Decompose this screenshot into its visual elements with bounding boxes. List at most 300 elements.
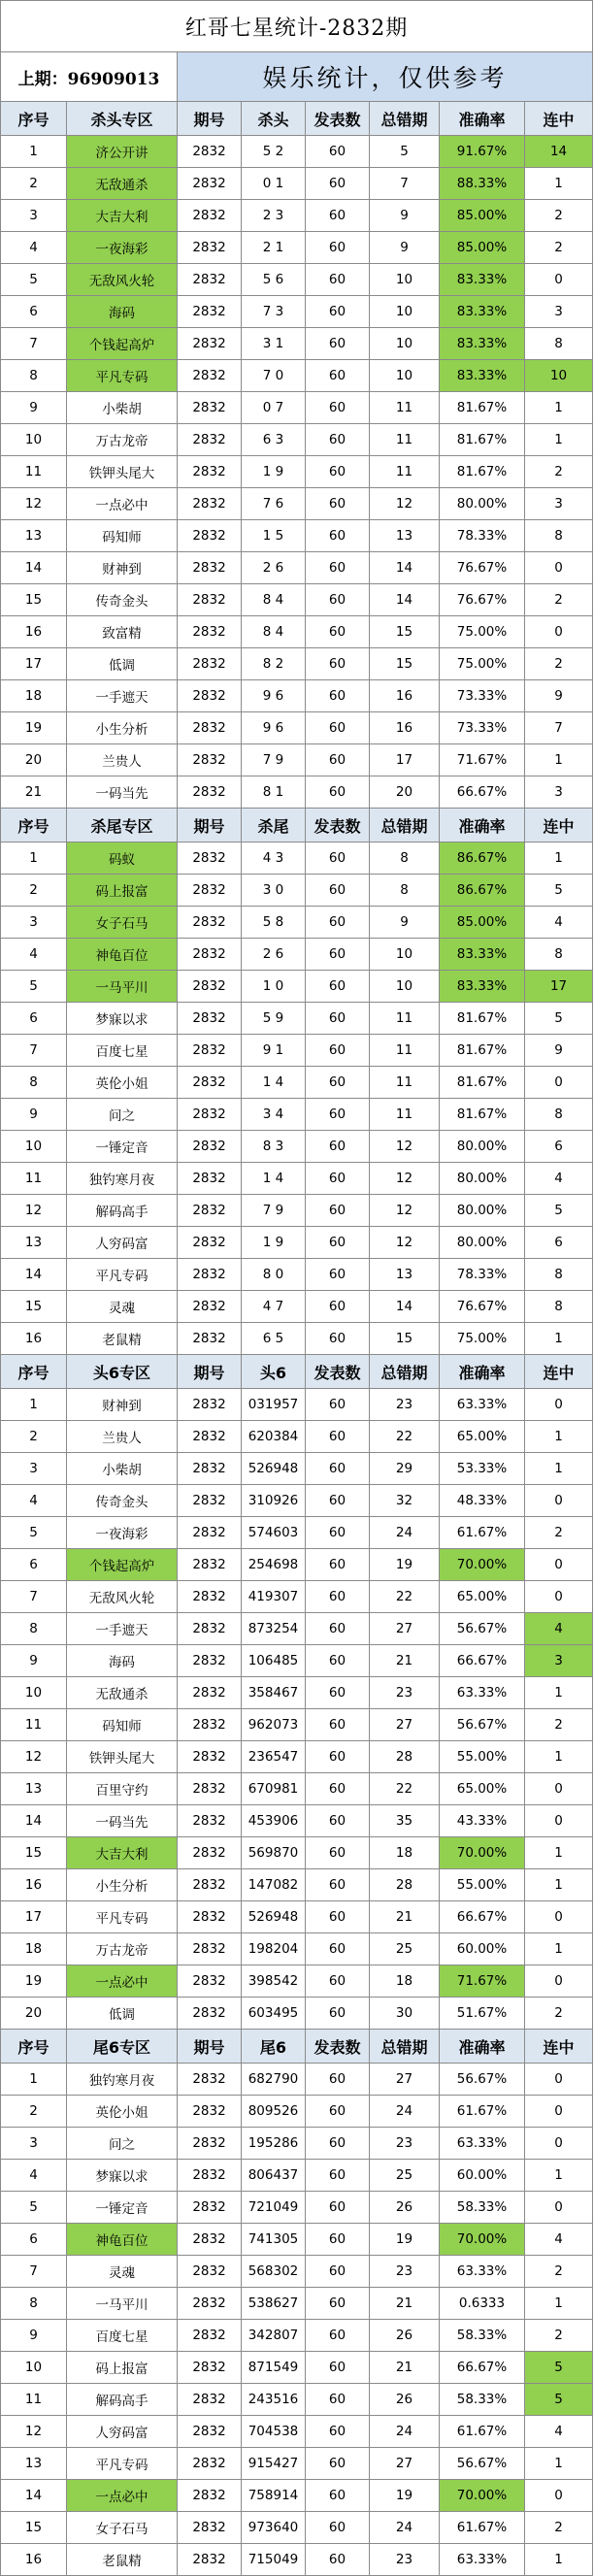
accuracy-cell: 70.00%: [440, 2224, 525, 2256]
issue-cell: 2832: [178, 2128, 242, 2160]
title-row: [1, 1, 593, 52]
pick-cell: 9 1: [242, 1035, 306, 1067]
issue-cell: 2832: [178, 1517, 242, 1549]
streak-cell: 6: [525, 1227, 593, 1259]
column-header: 期号: [178, 102, 242, 136]
issue-cell: 2832: [178, 1613, 242, 1645]
accuracy-cell: 83.33%: [440, 264, 525, 296]
pick-cell: 1 5: [242, 520, 306, 552]
pick-cell: 4 3: [242, 842, 306, 875]
issue-cell: 2832: [178, 1965, 242, 1998]
streak-cell: 2: [525, 1709, 593, 1741]
expert-name-cell: 万古龙帝: [67, 1933, 178, 1965]
expert-name-cell: 问之: [67, 2128, 178, 2160]
published-count-cell: 60: [306, 744, 370, 776]
accuracy-cell: 58.33%: [440, 2384, 525, 2416]
issue-cell: 2832: [178, 1227, 242, 1259]
table-row: [1, 1323, 593, 1355]
expert-name-cell: 一码当先: [67, 1805, 178, 1837]
pick-cell: 5 9: [242, 1003, 306, 1035]
streak-cell: 10: [525, 360, 593, 392]
rank-cell: 2: [1, 1421, 67, 1453]
pick-cell: 5 2: [242, 136, 306, 168]
issue-cell: 2832: [178, 1099, 242, 1131]
published-count-cell: 60: [306, 2224, 370, 2256]
table-row: [1, 2256, 593, 2288]
expert-name-cell: 万古龙帝: [67, 424, 178, 456]
rank-cell: 14: [1, 552, 67, 584]
accuracy-cell: 60.00%: [440, 1933, 525, 1965]
issue-cell: 2832: [178, 136, 242, 168]
issue-cell: 2832: [178, 2320, 242, 2352]
published-count-cell: 60: [306, 1645, 370, 1677]
table-row: [1, 1131, 593, 1163]
column-header: 连中: [525, 102, 593, 136]
table-row: [1, 1965, 593, 1998]
published-count-cell: 60: [306, 1933, 370, 1965]
table-row: [1, 1035, 593, 1067]
rank-cell: 3: [1, 907, 67, 939]
published-count-cell: 60: [306, 1131, 370, 1163]
total-miss-cell: 26: [370, 2384, 440, 2416]
pick-cell: 5 8: [242, 907, 306, 939]
issue-cell: 2832: [178, 552, 242, 584]
accuracy-cell: 61.67%: [440, 1517, 525, 1549]
column-header: 发表数: [306, 102, 370, 136]
streak-cell: 2: [525, 232, 593, 264]
published-count-cell: 60: [306, 971, 370, 1003]
streak-cell: 1: [525, 2160, 593, 2192]
rank-cell: 15: [1, 584, 67, 616]
expert-name-cell: 一夜海彩: [67, 1517, 178, 1549]
published-count-cell: 60: [306, 2416, 370, 2448]
expert-name-cell: 码知师: [67, 1709, 178, 1741]
issue-cell: 2832: [178, 168, 242, 200]
issue-cell: 2832: [178, 2512, 242, 2544]
issue-cell: 2832: [178, 1259, 242, 1291]
expert-name-cell: 一锤定音: [67, 1131, 178, 1163]
published-count-cell: 60: [306, 712, 370, 744]
issue-cell: 2832: [178, 2384, 242, 2416]
pick-cell: 342807: [242, 2320, 306, 2352]
expert-name-cell: 女子石马: [67, 907, 178, 939]
accuracy-cell: 80.00%: [440, 1131, 525, 1163]
rank-cell: 14: [1, 1259, 67, 1291]
accuracy-cell: 76.67%: [440, 1291, 525, 1323]
streak-cell: 0: [525, 1773, 593, 1805]
pick-cell: 806437: [242, 2160, 306, 2192]
streak-cell: 0: [525, 1965, 593, 1998]
streak-cell: 2: [525, 1998, 593, 2030]
streak-cell: 2: [525, 584, 593, 616]
accuracy-cell: 66.67%: [440, 776, 525, 809]
total-miss-cell: 27: [370, 1709, 440, 1741]
section-header-row: [1, 1355, 593, 1389]
table-row: [1, 875, 593, 907]
published-count-cell: 60: [306, 200, 370, 232]
pick-cell: 7 6: [242, 488, 306, 520]
table-row: [1, 2512, 593, 2544]
issue-cell: 2832: [178, 712, 242, 744]
published-count-cell: 60: [306, 1869, 370, 1901]
issue-cell: 2832: [178, 2352, 242, 2384]
expert-name-cell: 无敌通杀: [67, 168, 178, 200]
table-row: [1, 328, 593, 360]
table-row: [1, 552, 593, 584]
accuracy-cell: 81.67%: [440, 1035, 525, 1067]
rank-cell: 17: [1, 1901, 67, 1933]
published-count-cell: 60: [306, 2448, 370, 2480]
published-count-cell: 60: [306, 1163, 370, 1195]
streak-cell: 4: [525, 907, 593, 939]
total-miss-cell: 28: [370, 1869, 440, 1901]
total-miss-cell: 23: [370, 2256, 440, 2288]
issue-cell: 2832: [178, 392, 242, 424]
info-row: [1, 52, 593, 102]
rank-cell: 20: [1, 1998, 67, 2030]
table-row: [1, 1933, 593, 1965]
entertainment-note: 娱乐统计，仅供参考: [178, 52, 593, 102]
total-miss-cell: 23: [370, 1389, 440, 1421]
table-row: [1, 744, 593, 776]
rank-cell: 8: [1, 1613, 67, 1645]
expert-name-cell: 兰贵人: [67, 1421, 178, 1453]
table-row: [1, 2320, 593, 2352]
pick-cell: 741305: [242, 2224, 306, 2256]
total-miss-cell: 22: [370, 1773, 440, 1805]
rank-cell: 4: [1, 2160, 67, 2192]
total-miss-cell: 12: [370, 1195, 440, 1227]
published-count-cell: 60: [306, 616, 370, 648]
streak-cell: 1: [525, 392, 593, 424]
total-miss-cell: 23: [370, 2544, 440, 2576]
expert-name-cell: 解码高手: [67, 1195, 178, 1227]
accuracy-cell: 83.33%: [440, 971, 525, 1003]
issue-cell: 2832: [178, 1323, 242, 1355]
table-row: [1, 1003, 593, 1035]
column-header: 连中: [525, 2030, 593, 2064]
table-row: [1, 1259, 593, 1291]
streak-cell: 0: [525, 2064, 593, 2096]
published-count-cell: 60: [306, 1517, 370, 1549]
issue-cell: 2832: [178, 1003, 242, 1035]
pick-cell: 758914: [242, 2480, 306, 2512]
rank-cell: 13: [1, 2448, 67, 2480]
streak-cell: 2: [525, 1517, 593, 1549]
published-count-cell: 60: [306, 520, 370, 552]
accuracy-cell: 83.33%: [440, 939, 525, 971]
rank-cell: 7: [1, 2256, 67, 2288]
issue-cell: 2832: [178, 2288, 242, 2320]
expert-name-cell: 灵魂: [67, 2256, 178, 2288]
table-row: [1, 2384, 593, 2416]
issue-cell: 2832: [178, 584, 242, 616]
pick-cell: 809526: [242, 2096, 306, 2128]
pick-cell: 243516: [242, 2384, 306, 2416]
accuracy-cell: 88.33%: [440, 168, 525, 200]
rank-cell: 11: [1, 2384, 67, 2416]
streak-cell: 1: [525, 744, 593, 776]
streak-cell: 5: [525, 2384, 593, 2416]
table-row: [1, 1901, 593, 1933]
accuracy-cell: 75.00%: [440, 648, 525, 680]
rank-cell: 5: [1, 264, 67, 296]
rank-cell: 10: [1, 424, 67, 456]
expert-name-cell: 海码: [67, 296, 178, 328]
accuracy-cell: 83.33%: [440, 360, 525, 392]
table-row: [1, 1805, 593, 1837]
table-row: [1, 616, 593, 648]
pick-cell: 526948: [242, 1453, 306, 1485]
expert-name-cell: 灵魂: [67, 1291, 178, 1323]
table-row: [1, 136, 593, 168]
column-header: 发表数: [306, 2030, 370, 2064]
accuracy-cell: 63.33%: [440, 1389, 525, 1421]
accuracy-cell: 63.33%: [440, 2544, 525, 2576]
table-row: [1, 1453, 593, 1485]
rank-cell: 5: [1, 1517, 67, 1549]
accuracy-cell: 70.00%: [440, 1549, 525, 1581]
expert-name-cell: 小柴胡: [67, 1453, 178, 1485]
streak-cell: 3: [525, 296, 593, 328]
pick-cell: 031957: [242, 1389, 306, 1421]
rank-cell: 1: [1, 2064, 67, 2096]
issue-cell: 2832: [178, 2544, 242, 2576]
total-miss-cell: 13: [370, 520, 440, 552]
table-row: [1, 1837, 593, 1869]
total-miss-cell: 22: [370, 1581, 440, 1613]
table-row: [1, 680, 593, 712]
column-header: 发表数: [306, 1355, 370, 1389]
accuracy-cell: 61.67%: [440, 2096, 525, 2128]
streak-cell: 1: [525, 1323, 593, 1355]
rank-cell: 19: [1, 712, 67, 744]
accuracy-cell: 51.67%: [440, 1998, 525, 2030]
rank-cell: 16: [1, 1869, 67, 1901]
table-row: [1, 1869, 593, 1901]
total-miss-cell: 10: [370, 971, 440, 1003]
total-miss-cell: 25: [370, 1933, 440, 1965]
accuracy-cell: 53.33%: [440, 1453, 525, 1485]
published-count-cell: 60: [306, 2096, 370, 2128]
total-miss-cell: 5: [370, 136, 440, 168]
issue-cell: 2832: [178, 2096, 242, 2128]
pick-cell: 9 6: [242, 712, 306, 744]
pick-cell: 310926: [242, 1485, 306, 1517]
expert-name-cell: 平凡专码: [67, 360, 178, 392]
table-row: [1, 232, 593, 264]
streak-cell: 3: [525, 1645, 593, 1677]
expert-name-cell: 无敌通杀: [67, 1677, 178, 1709]
total-miss-cell: 25: [370, 2160, 440, 2192]
expert-name-cell: 小生分析: [67, 712, 178, 744]
total-miss-cell: 11: [370, 1003, 440, 1035]
expert-name-cell: 铁钾头尾大: [67, 1741, 178, 1773]
published-count-cell: 60: [306, 875, 370, 907]
expert-name-cell: 个钱起高炉: [67, 328, 178, 360]
table-row: [1, 1709, 593, 1741]
streak-cell: 2: [525, 2320, 593, 2352]
issue-cell: 2832: [178, 200, 242, 232]
total-miss-cell: 30: [370, 1998, 440, 2030]
accuracy-cell: 58.33%: [440, 2320, 525, 2352]
issue-cell: 2832: [178, 1163, 242, 1195]
rank-cell: 19: [1, 1965, 67, 1998]
table-row: [1, 648, 593, 680]
column-header: 总错期: [370, 2030, 440, 2064]
total-miss-cell: 12: [370, 488, 440, 520]
expert-name-cell: 英伦小姐: [67, 2096, 178, 2128]
total-miss-cell: 28: [370, 1741, 440, 1773]
streak-cell: 4: [525, 1613, 593, 1645]
accuracy-cell: 55.00%: [440, 1869, 525, 1901]
expert-name-cell: 财神到: [67, 552, 178, 584]
issue-cell: 2832: [178, 2160, 242, 2192]
issue-cell: 2832: [178, 907, 242, 939]
streak-cell: 0: [525, 1485, 593, 1517]
rank-cell: 18: [1, 680, 67, 712]
rank-cell: 4: [1, 939, 67, 971]
streak-cell: 5: [525, 2352, 593, 2384]
accuracy-cell: 81.67%: [440, 1003, 525, 1035]
table-row: [1, 1613, 593, 1645]
total-miss-cell: 32: [370, 1485, 440, 1517]
table-row: [1, 1389, 593, 1421]
rank-cell: 9: [1, 392, 67, 424]
pick-cell: 453906: [242, 1805, 306, 1837]
streak-cell: 0: [525, 616, 593, 648]
issue-cell: 2832: [178, 1035, 242, 1067]
accuracy-cell: 66.67%: [440, 1645, 525, 1677]
streak-cell: 0: [525, 264, 593, 296]
streak-cell: 4: [525, 2224, 593, 2256]
pick-cell: 2 6: [242, 552, 306, 584]
table-row: [1, 1645, 593, 1677]
streak-cell: 9: [525, 680, 593, 712]
accuracy-cell: 65.00%: [440, 1773, 525, 1805]
streak-cell: 1: [525, 1453, 593, 1485]
accuracy-cell: 83.33%: [440, 296, 525, 328]
pick-cell: 236547: [242, 1741, 306, 1773]
total-miss-cell: 12: [370, 1227, 440, 1259]
issue-cell: 2832: [178, 1485, 242, 1517]
published-count-cell: 60: [306, 1773, 370, 1805]
column-header: 序号: [1, 809, 67, 842]
expert-name-cell: 一马平川: [67, 2288, 178, 2320]
accuracy-cell: 73.33%: [440, 680, 525, 712]
total-miss-cell: 11: [370, 392, 440, 424]
issue-cell: 2832: [178, 680, 242, 712]
total-miss-cell: 15: [370, 648, 440, 680]
expert-name-cell: 梦寐以求: [67, 1003, 178, 1035]
accuracy-cell: 71.67%: [440, 1965, 525, 1998]
published-count-cell: 60: [306, 1453, 370, 1485]
table-row: [1, 842, 593, 875]
issue-cell: 2832: [178, 1549, 242, 1581]
rank-cell: 16: [1, 2544, 67, 2576]
streak-cell: 5: [525, 875, 593, 907]
published-count-cell: 60: [306, 1741, 370, 1773]
expert-name-cell: 致富精: [67, 616, 178, 648]
streak-cell: 1: [525, 2288, 593, 2320]
pick-cell: 106485: [242, 1645, 306, 1677]
rank-cell: 6: [1, 1003, 67, 1035]
pick-cell: 568302: [242, 2256, 306, 2288]
table-row: [1, 264, 593, 296]
expert-name-cell: 平凡专码: [67, 2448, 178, 2480]
pick-cell: 8 4: [242, 584, 306, 616]
accuracy-cell: 83.33%: [440, 328, 525, 360]
streak-cell: 0: [525, 2128, 593, 2160]
table-row: [1, 1485, 593, 1517]
pick-cell: 871549: [242, 2352, 306, 2384]
total-miss-cell: 24: [370, 1517, 440, 1549]
rank-cell: 17: [1, 648, 67, 680]
rank-cell: 13: [1, 520, 67, 552]
issue-cell: 2832: [178, 2448, 242, 2480]
published-count-cell: 60: [306, 2320, 370, 2352]
table-row: [1, 1581, 593, 1613]
expert-name-cell: 一点必中: [67, 488, 178, 520]
issue-cell: 2832: [178, 1869, 242, 1901]
streak-cell: 2: [525, 200, 593, 232]
expert-name-cell: 济公开讲: [67, 136, 178, 168]
total-miss-cell: 10: [370, 296, 440, 328]
total-miss-cell: 17: [370, 744, 440, 776]
accuracy-cell: 66.67%: [440, 2352, 525, 2384]
total-miss-cell: 9: [370, 907, 440, 939]
pick-cell: 1 4: [242, 1067, 306, 1099]
published-count-cell: 60: [306, 264, 370, 296]
issue-cell: 2832: [178, 232, 242, 264]
column-header: 杀头: [242, 102, 306, 136]
expert-name-cell: 一点必中: [67, 1965, 178, 1998]
table-row: [1, 939, 593, 971]
table-row: [1, 424, 593, 456]
table-row: [1, 712, 593, 744]
accuracy-cell: 76.67%: [440, 584, 525, 616]
streak-cell: 1: [525, 1869, 593, 1901]
published-count-cell: 60: [306, 1805, 370, 1837]
total-miss-cell: 29: [370, 1453, 440, 1485]
expert-name-cell: 码上报富: [67, 2352, 178, 2384]
pick-cell: 526948: [242, 1901, 306, 1933]
streak-cell: 2: [525, 2256, 593, 2288]
published-count-cell: 60: [306, 2256, 370, 2288]
column-header: 尾6: [242, 2030, 306, 2064]
pick-cell: 1 4: [242, 1163, 306, 1195]
issue-cell: 2832: [178, 328, 242, 360]
expert-name-cell: 个钱起高炉: [67, 1549, 178, 1581]
table-row: [1, 1998, 593, 2030]
rank-cell: 10: [1, 2352, 67, 2384]
expert-name-cell: 大吉大利: [67, 200, 178, 232]
issue-cell: 2832: [178, 1677, 242, 1709]
expert-name-cell: 神龟百位: [67, 939, 178, 971]
total-miss-cell: 8: [370, 875, 440, 907]
rank-cell: 10: [1, 1131, 67, 1163]
column-header: 尾6专区: [67, 2030, 178, 2064]
rank-cell: 3: [1, 2128, 67, 2160]
issue-cell: 2832: [178, 2480, 242, 2512]
total-miss-cell: 24: [370, 2096, 440, 2128]
total-miss-cell: 26: [370, 2320, 440, 2352]
published-count-cell: 60: [306, 1227, 370, 1259]
rank-cell: 1: [1, 136, 67, 168]
accuracy-cell: 81.67%: [440, 1067, 525, 1099]
total-miss-cell: 10: [370, 264, 440, 296]
table-row: [1, 1677, 593, 1709]
